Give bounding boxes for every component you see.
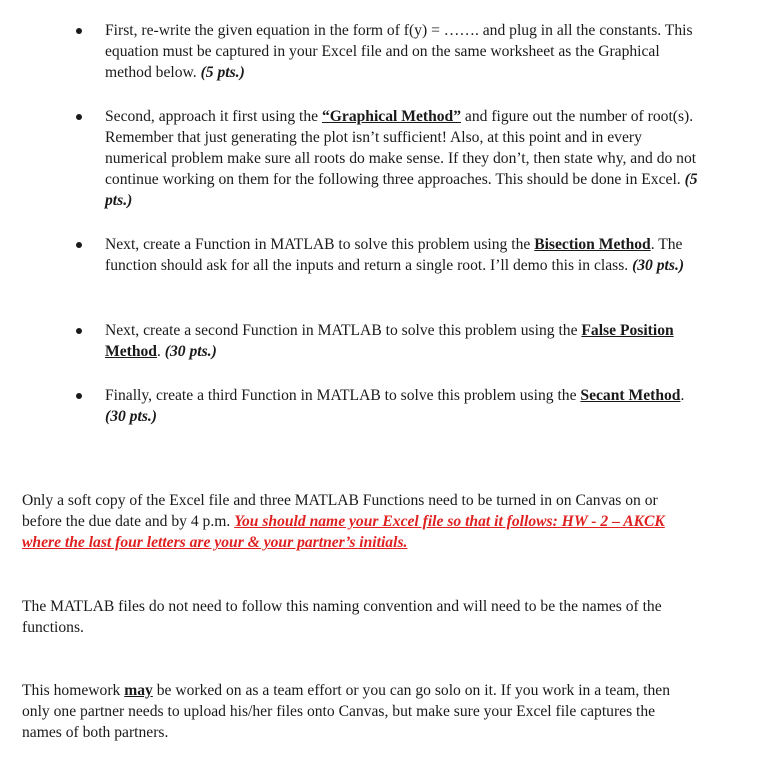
points-label: (5 pts.) (200, 64, 245, 81)
bullet-text: . (156, 343, 165, 360)
points-label: (30 pts.) (164, 343, 217, 360)
bullet-dot-icon (76, 328, 82, 334)
bullet-text: First, re-write the given equation in the form of f(y) = ……. and plug in all the constants. This equation must be captured in your Excel file and on the same worksheet as the Graphical method below. (105, 22, 693, 81)
bullet-text: Finally, create a third Function in MATLAB to solve this problem using the (105, 387, 581, 404)
matlab-naming-paragraph: The MATLAB files do not need to follow this naming convention and will need to be the names of the functions. (22, 598, 662, 636)
bullet-dot-icon (76, 28, 82, 34)
bullet-dot-icon (76, 114, 82, 120)
method-name: Bisection Method (534, 236, 651, 253)
team-text: This homework (22, 682, 125, 699)
bullet-item-bisection (105, 234, 705, 276)
points-label: (30 pts.) (632, 257, 685, 274)
submission-paragraph (22, 490, 697, 553)
submission-text: Only a soft copy of the Excel file and three MATLAB Functions need to be turned in on Canvas on or before the due date and by 4 p.m. (22, 492, 658, 530)
points-label: (30 pts.) (105, 408, 157, 425)
bullet-text: . (680, 387, 685, 404)
bullet-item-false-position (105, 320, 705, 362)
team-text: be worked on as a team effort or you can go solo on it. If you work in a team, then only one partner needs to upload his/her files onto Canvas, but make sure your Excel file captures the names of both partners. (22, 682, 671, 741)
bullet-item-equation (105, 20, 705, 83)
method-name: “Graphical Method” (321, 108, 462, 125)
bullet-text: and figure out the number of root(s). Remember that just generating the plot isn’t sufficient! Also, at this point and in every numerical problem make sure all roots do make sense. If they don’t, then state why, and do not continue working on them for the following three approaches. This should be done in Excel. (105, 108, 697, 188)
method-name: Secant Method (580, 387, 681, 404)
bullet-text: Next, create a Function in MATLAB to solve this problem using the (105, 236, 535, 253)
bullet-text: Next, create a second Function in MATLAB to solve this problem using the (105, 322, 582, 339)
method-name: False Position Method (105, 322, 674, 360)
file-naming-instruction: You should name your Excel file so that it follows: HW - 2 – AKCK where the last four letters are your & your partner’s initials. (22, 513, 665, 551)
bullet-item-graphical-method (105, 106, 705, 211)
points-label: (5 pts.) (105, 171, 698, 209)
bullet-item-secant (105, 385, 705, 427)
may-emphasis: may (124, 682, 153, 699)
bullet-text: Second, approach it first using the (105, 108, 322, 125)
bullet-text: . The function should ask for all the inputs and return a single root. I’ll demo this in class. (105, 236, 683, 274)
team-paragraph (22, 680, 697, 743)
bullet-dot-icon (76, 242, 82, 248)
bullet-dot-icon (76, 393, 82, 399)
